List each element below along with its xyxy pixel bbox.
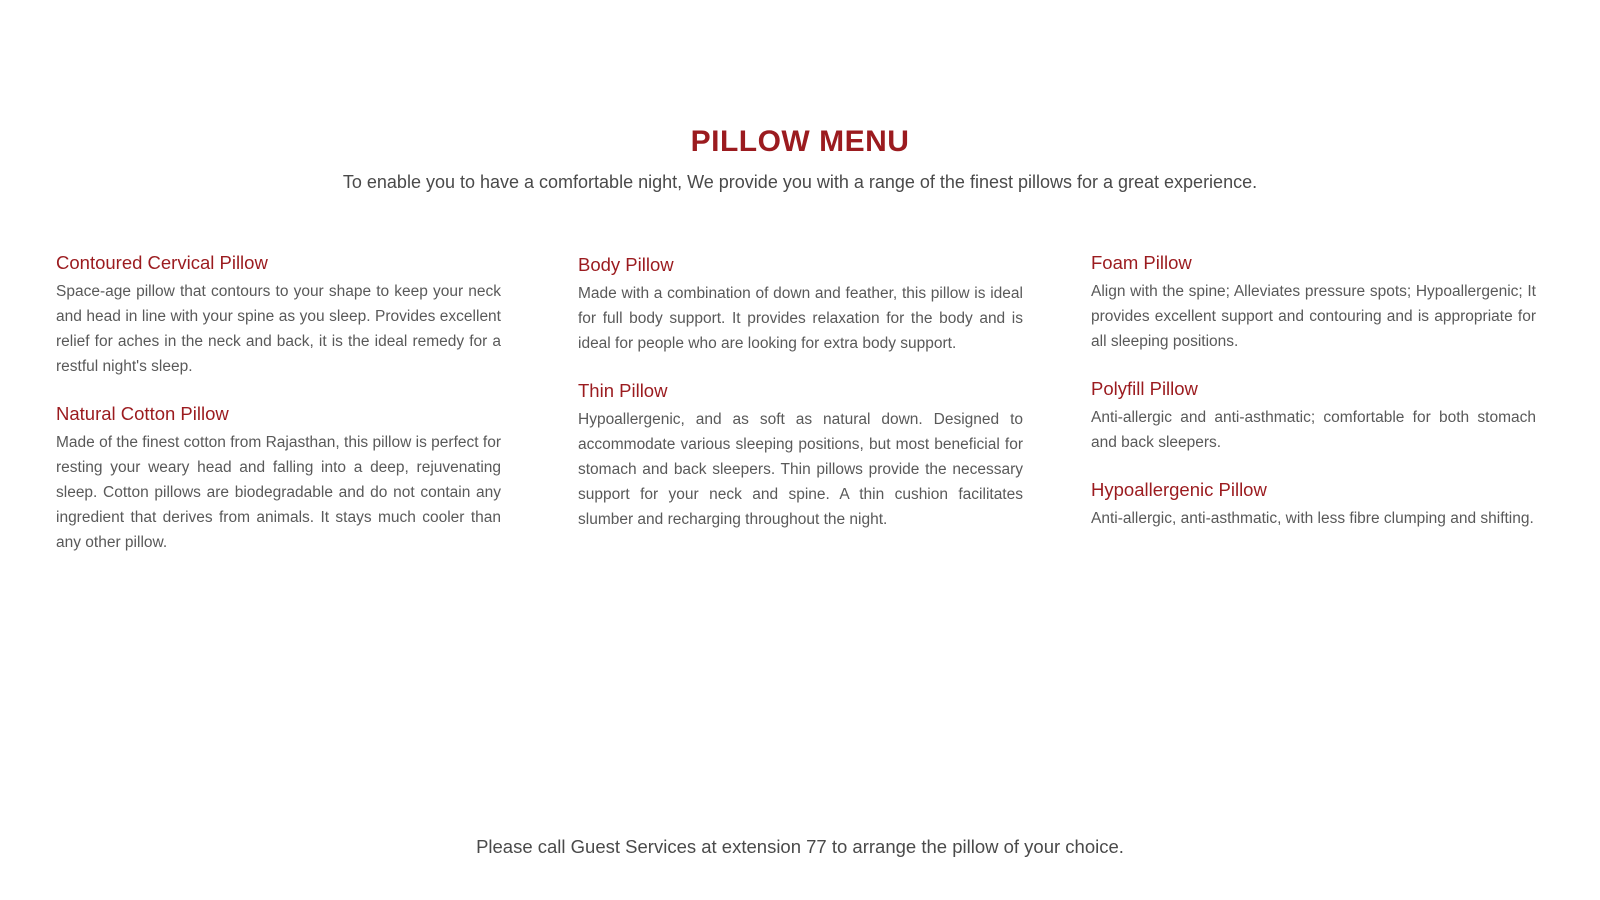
pillow-item-contoured-cervical [56,252,501,379]
pillow-title: Hypoallergenic Pillow [1091,479,1267,500]
pillow-item-polyfill [1091,378,1536,455]
pillow-title: Natural Cotton Pillow [56,403,229,424]
pillow-item-natural-cotton [56,403,501,555]
pillow-title: Polyfill Pillow [1091,378,1198,399]
pillow-description: Hypoallergenic, and as soft as natural down. Designed to accommodate various sleeping positions, but most beneficial for stomach and back sleepers. Thin pillows provide the necessary support for your neck and spine. A thin cushion facilitates slumber and recharging throughout the night. [578,411,1023,528]
pillow-description: Space-age pillow that contours to your shape to keep your neck and head in line with your spine as you sleep. Provides excellent relief for aches in the neck and back, it is the ideal remedy for a restful night's sleep. [56,283,501,375]
pillow-item-foam [1091,252,1536,354]
pillow-item-hypoallergenic [1091,479,1536,531]
pillow-title: Body Pillow [578,254,674,275]
pillow-description: Made with a combination of down and feather, this pillow is ideal for full body support. It provides relaxation for the body and is ideal for people who are looking for extra body support. [578,285,1023,352]
pillow-description: Made of the finest cotton from Rajasthan, this pillow is perfect for resting your weary head and falling into a deep, rejuvenating sleep. Cotton pillows are biodegradable and do not contain any ingredient that derives from animals. It stays much cooler than any other pillow. [56,434,501,551]
pillow-item-thin [578,380,1023,532]
pillow-column-1 [56,252,501,579]
pillow-column-2 [578,254,1023,556]
pillow-description: Align with the spine; Alleviates pressure spots; Hypoallergenic; It provides excellent support and contouring and is appropriate for all sleeping positions. [1091,283,1536,350]
page-title: PILLOW MENU [690,125,910,158]
pillow-title: Foam Pillow [1091,252,1192,273]
pillow-title: Contoured Cervical Pillow [56,252,268,273]
pillow-description: Anti-allergic and anti-asthmatic; comfortable for both stomach and back sleepers. [1091,409,1536,451]
footer-note: Please call Guest Services at extension 77 to arrange the pillow of your choice. [476,836,1124,857]
pillow-column-3 [1091,252,1536,555]
page-subtitle: To enable you to have a comfortable night, We provide you with a range of the finest pillows for a great experience. [342,172,1258,192]
pillow-description: Anti-allergic, anti-asthmatic, with less fibre clumping and shifting. [1091,510,1534,527]
pillow-title: Thin Pillow [578,380,668,401]
pillow-item-body [578,254,1023,356]
